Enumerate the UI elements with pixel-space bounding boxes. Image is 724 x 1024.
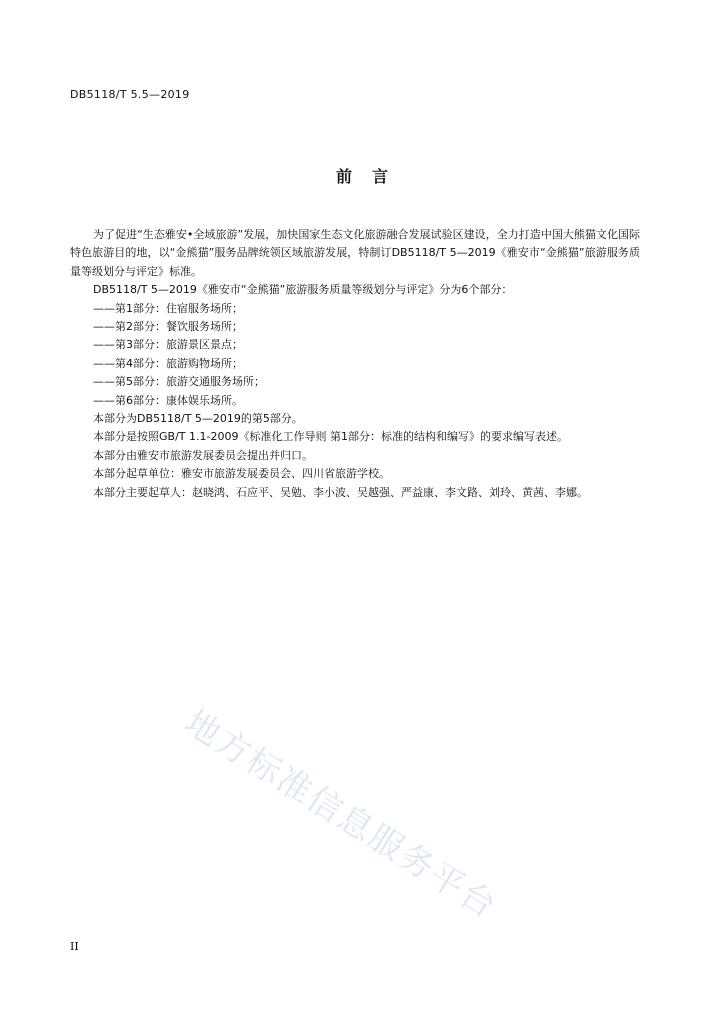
paragraph-proposer: 本部分由雅安市旅游发展委员会提出并归口。	[93, 448, 313, 462]
list-item-part-5: ——第5部分：旅游交通服务场所；	[93, 375, 265, 389]
list-item-part-4: ——第4部分：旅游购物场所；	[93, 356, 243, 370]
foreword-body	[70, 226, 640, 502]
list-item-part-1: ——第1部分：住宿服务场所；	[93, 301, 243, 315]
page-number: II	[70, 940, 79, 953]
page-title: 前言	[335, 167, 408, 186]
paragraph-this-part: 本部分为DB5118/T 5—2019的第5部分。	[93, 412, 303, 426]
list-item-part-3: ——第3部分：旅游景区景点；	[93, 338, 243, 352]
standard-code-header: DB5118/T 5.5—2019	[70, 88, 190, 101]
paragraph-drafting-rules: 本部分是按照GB/T 1.1-2009《标准化工作导则 第1部分：标准的结构和编写》的要求编写表述。	[93, 430, 568, 444]
paragraph-purpose: 为了促进“生态雅安•全域旅游”发展，加快国家生态文化旅游融合发展试验区建设，全力打造中国大熊猫文化国际特色旅游目的地，以“金熊猫”服务品牌统领区域旅游发展，特制订DB5118/T 5—2019《雅安市“金熊猫”旅游服务质量等级划分与评定》标准。	[70, 228, 640, 278]
paragraph-drafters: 本部分主要起草人：赵晓鸿、石应平、吴勉、李小波、吴越强、严益康、李文路、刘玲、黄茜、李娜。	[93, 485, 588, 499]
list-item-part-2: ——第2部分：餐饮服务场所；	[93, 320, 243, 334]
list-item-part-6: ——第6部分：康体娱乐场所。	[93, 393, 243, 407]
watermark: 地方标准信息服务平台	[177, 702, 505, 928]
paragraph-drafting-units: 本部分起草单位：雅安市旅游发展委员会、四川省旅游学校。	[93, 467, 390, 481]
paragraph-parts-intro: DB5118/T 5—2019《雅安市“金熊猫”旅游服务质量等级划分与评定》分为6个部分：	[93, 283, 513, 297]
